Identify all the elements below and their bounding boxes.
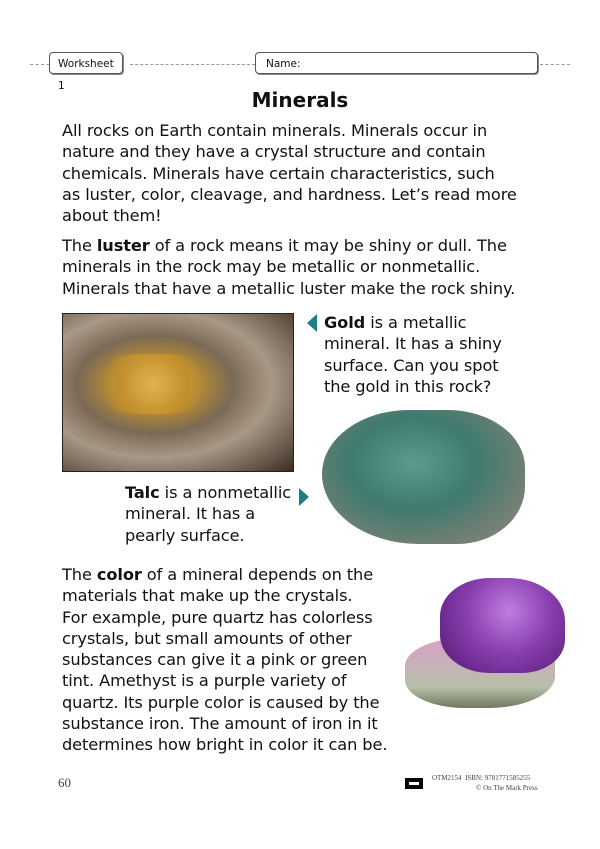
pointer-right-icon bbox=[299, 488, 309, 506]
text-line: For example, pure quartz has colorless bbox=[62, 607, 373, 627]
text-line bbox=[62, 235, 515, 256]
term-talc: Talc bbox=[125, 483, 160, 502]
text: The bbox=[62, 565, 97, 584]
text: of a rock means it may be shiny or dull. The bbox=[149, 236, 507, 255]
term-luster: luster bbox=[96, 236, 150, 255]
publisher-logo-icon bbox=[405, 778, 423, 789]
term-gold: Gold bbox=[324, 313, 366, 332]
text-line: All rocks on Earth contain minerals. Minerals occur in bbox=[62, 121, 488, 140]
isbn: ISBN: 9781771585255 bbox=[465, 774, 531, 782]
text-line bbox=[324, 312, 502, 333]
page-title: Minerals bbox=[251, 88, 349, 112]
gold-rock-image bbox=[62, 313, 294, 472]
talc-caption bbox=[125, 482, 291, 546]
text-line: substance iron. The amount of iron in it bbox=[62, 714, 378, 734]
amethyst-image bbox=[405, 578, 568, 712]
text-line: the gold in this rock? bbox=[324, 376, 492, 396]
text-line: determines how bright in color it can be. bbox=[62, 735, 388, 755]
text-line: nature and they have a crystal structure and contain bbox=[62, 142, 486, 162]
term-color: color bbox=[96, 565, 142, 584]
text: is a metallic bbox=[365, 313, 467, 332]
text-line: crystals, but small amounts of other bbox=[62, 628, 352, 648]
page-number: 60 bbox=[58, 775, 71, 790]
text-line: quartz. Its purple color is caused by the bbox=[62, 692, 380, 712]
name-field[interactable]: Name: bbox=[255, 52, 538, 74]
text: is a nonmetallic bbox=[159, 483, 292, 502]
talc-rock-image bbox=[322, 410, 525, 544]
luster-paragraph bbox=[62, 235, 515, 299]
text-line bbox=[62, 564, 387, 585]
intro-paragraph bbox=[62, 120, 517, 226]
text: The bbox=[62, 236, 97, 255]
text-line bbox=[125, 482, 291, 503]
text: of a mineral depends on the bbox=[141, 565, 374, 584]
text-line: mineral. It has a shiny bbox=[324, 334, 502, 354]
text-line: mineral. It has a bbox=[125, 504, 256, 524]
code: OTM2154 bbox=[432, 774, 462, 782]
color-paragraph bbox=[62, 564, 387, 756]
text-line: tint. Amethyst is a purple variety of bbox=[62, 671, 347, 691]
gold-caption bbox=[324, 312, 502, 397]
pointer-left-icon bbox=[307, 314, 317, 332]
copyright: © On The Mark Press bbox=[476, 784, 538, 792]
text-line: pearly surface. bbox=[125, 525, 245, 545]
text-line: surface. Can you spot bbox=[324, 355, 499, 375]
divider bbox=[130, 64, 255, 65]
text-line: as luster, color, cleavage, and hardness. Let’s read more bbox=[62, 184, 517, 204]
worksheet-label: Worksheet 1 bbox=[49, 52, 123, 74]
product-code bbox=[432, 774, 530, 782]
text-line: about them! bbox=[62, 206, 162, 226]
text-line: chemicals. Minerals have certain characteristics, such bbox=[62, 163, 495, 183]
text-line: substances can give it a pink or green bbox=[62, 650, 368, 670]
divider bbox=[540, 64, 570, 65]
text-line: minerals in the rock may be metallic or nonmetallic. bbox=[62, 257, 481, 277]
text-line: Minerals that have a metallic luster make the rock shiny. bbox=[62, 278, 516, 298]
text-line: materials that make up the crystals. bbox=[62, 586, 353, 606]
